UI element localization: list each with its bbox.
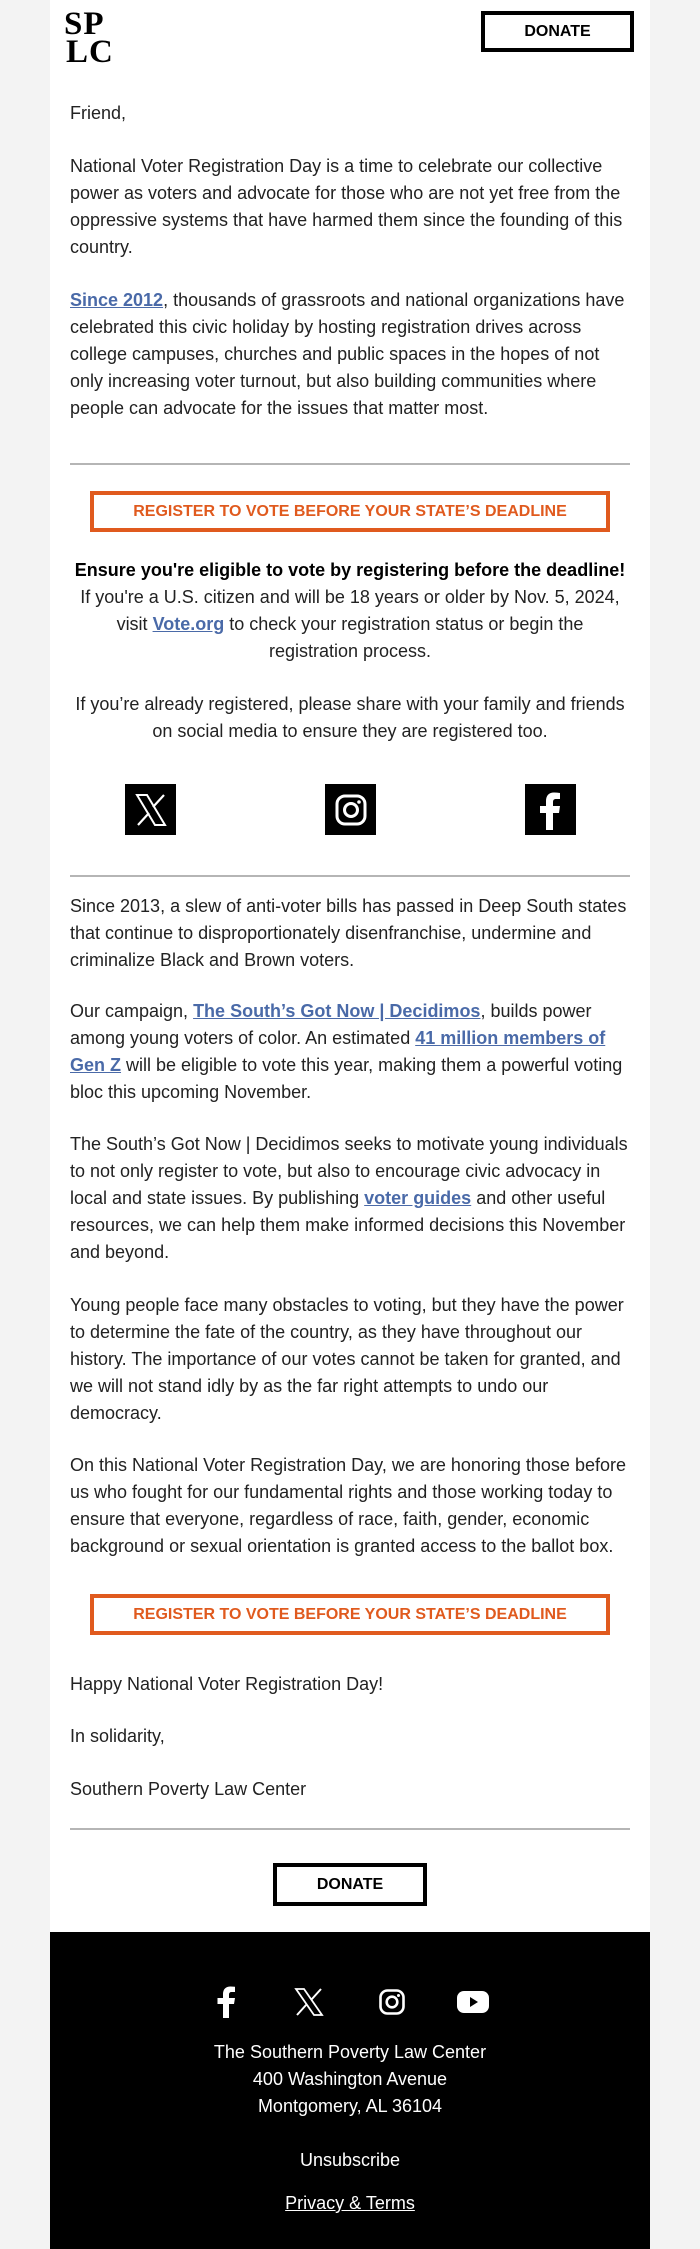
splc-logo[interactable] [64, 6, 118, 70]
email-header [50, 0, 650, 80]
divider [70, 875, 630, 877]
body-paragraph-2 [70, 998, 630, 1106]
x-icon [293, 1986, 325, 2018]
instagram-icon [378, 1988, 406, 2016]
logo-line-2: LC [66, 34, 114, 70]
share-text: If you’re already registered, please share with your family and friends on social media to ensure they are registered too. [75, 694, 625, 741]
youtube-icon [456, 1989, 490, 2015]
footer [50, 1932, 650, 2249]
eligibility-text [70, 584, 630, 665]
body-paragraph-2-text-b: , builds power among young voters of color. An estimated [70, 1001, 592, 1048]
divider [70, 1828, 630, 1830]
gen-z-link[interactable]: 41 million members of Gen Z [70, 1028, 606, 1075]
signature: Southern Poverty Law Center [70, 1779, 307, 1799]
body-paragraph-3-text-b: and other useful resources, we can help them make informed decisions this November and beyond. [70, 1188, 626, 1262]
greeting: Friend, [70, 103, 127, 123]
divider [70, 463, 630, 465]
register-cta-button-bottom[interactable]: REGISTER TO VOTE BEFORE YOUR STATE’S DEADLINE [90, 1594, 610, 1635]
souths-got-now-link[interactable]: The South’s Got Now | Decidimos [193, 1001, 481, 1021]
intro-paragraph-1: National Voter Registration Day is a time to celebrate our collective power as voters and advocate for those who are not yet free from the oppressive systems that have harmed them since the founding of this country. [70, 156, 623, 257]
footer-org-name: The Southern Poverty Law Center [213, 2042, 487, 2062]
body-paragraph-3-text-a: The South’s Got Now | Decidimos seeks to motivate young individuals to not only register to vote, but also to encourage civic advocacy in local and state issues. By publishing [70, 1134, 628, 1208]
eligibility-text-before: If you're a U.S. citizen and will be 18 years or older by Nov. 5, 2024, visit [80, 587, 620, 634]
intro-paragraph-2-text: , thousands of grassroots and national organizations have celebrated this civic holiday by hosting registration drives across college campuses, churches and public spaces in the hopes of not only increasing voter turnout, but also building communities where people can advocate for the issues that matter most. [70, 290, 625, 418]
footer-instagram-link[interactable] [374, 1984, 410, 2020]
vote-org-link[interactable]: Vote.org [152, 614, 225, 634]
voter-guides-link[interactable]: voter guides [364, 1188, 472, 1208]
body-paragraph-2-text-a: Our campaign, [70, 1001, 194, 1021]
donate-button-bottom[interactable]: DONATE [273, 1863, 427, 1906]
logo-line-1: SP [64, 6, 105, 42]
body-paragraph-1: Since 2013, a slew of anti-voter bills has passed in Deep South states that continue to disproportionately disenfranchise, undermine and criminalize Black and Brown voters. [70, 896, 627, 970]
instagram-icon [333, 792, 369, 828]
body-paragraph-4: Young people face many obstacles to voting, but they have the power to determine the fate of the country, as they have throughout our history. The importance of our votes cannot be taken for granted, and we will not stand idly by as the far right attempts to undo our democracy. [70, 1295, 624, 1423]
facebook-share-button[interactable] [525, 784, 576, 835]
closing-line-2: In solidarity, [70, 1726, 165, 1746]
eligibility-text-after: to check your registration status or begin the registration process. [224, 614, 584, 661]
x-icon [131, 790, 171, 830]
body-paragraph-2-text-c: will be eligible to vote this year, making them a powerful voting bloc this upcoming November. [70, 1055, 623, 1102]
facebook-icon [533, 790, 569, 830]
facebook-icon [216, 1986, 236, 2018]
register-cta-button-top[interactable]: REGISTER TO VOTE BEFORE YOUR STATE’S DEADLINE [90, 491, 610, 532]
closing-line-1: Happy National Voter Registration Day! [70, 1674, 384, 1694]
x-share-button[interactable] [125, 784, 176, 835]
intro-paragraph-2 [70, 287, 630, 422]
email-container [50, 0, 650, 2249]
instagram-share-button[interactable] [325, 784, 376, 835]
body-paragraph-5: On this National Voter Registration Day, we are honoring those before us who fought for our fundamental rights and those working today to ensure that everyone, regardless of race, faith, gender, economic background or sexual orientation is granted access to the ballot box. [70, 1455, 626, 1556]
body-paragraph-3 [70, 1131, 630, 1266]
footer-address-line-2: Montgomery, AL 36104 [257, 2096, 443, 2116]
footer-facebook-link[interactable] [208, 1984, 244, 2020]
privacy-terms-link[interactable]: Privacy & Terms [285, 2193, 415, 2213]
since-2012-link[interactable]: Since 2012 [70, 290, 164, 310]
eligibility-heading: Ensure you're eligible to vote by registering before the deadline! [74, 560, 626, 580]
donate-button-top[interactable]: DONATE [481, 11, 634, 52]
footer-address-line-1: 400 Washington Avenue [252, 2069, 448, 2089]
footer-youtube-link[interactable] [455, 1984, 491, 2020]
footer-x-link[interactable] [291, 1984, 327, 2020]
unsubscribe-link[interactable]: Unsubscribe [299, 2150, 401, 2170]
